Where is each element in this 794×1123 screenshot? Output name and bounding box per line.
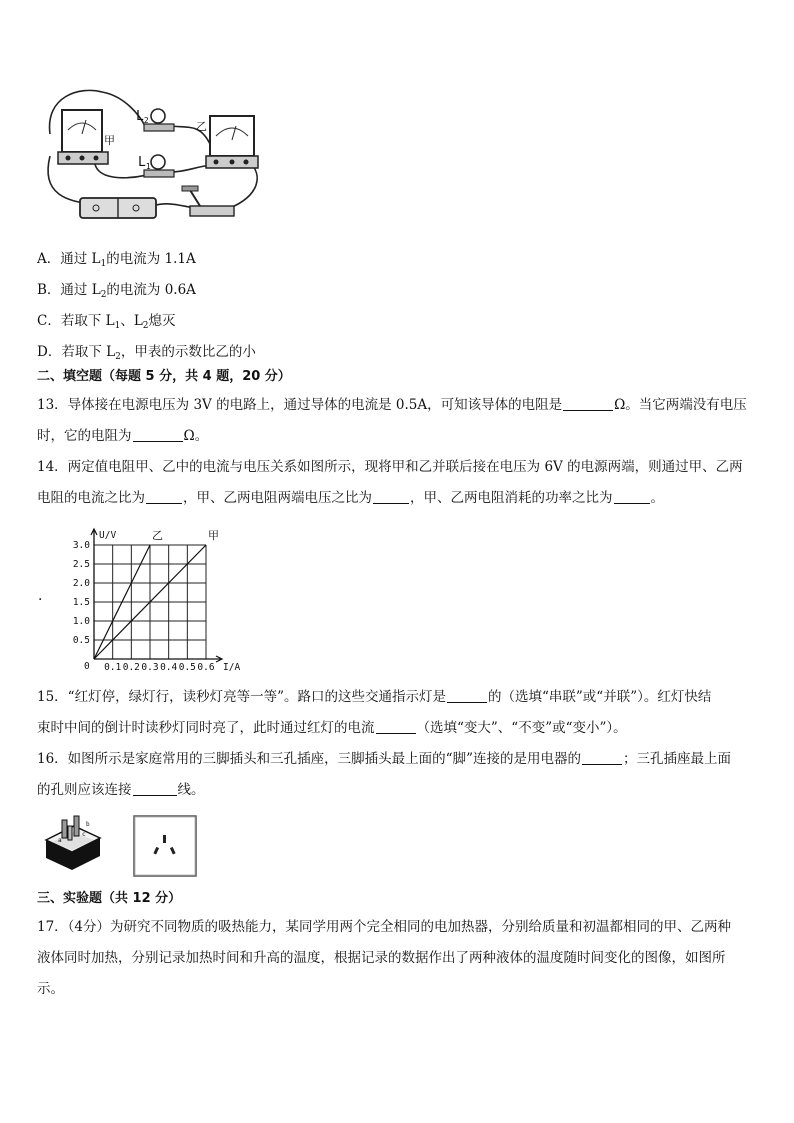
option-b: B．通过 $L_2$的电流为 0.6A [37, 282, 196, 300]
answer-blank[interactable] [146, 489, 182, 504]
y-tick-label: 0.5 [72, 635, 90, 646]
svg-text:c: c [82, 831, 86, 838]
label-l1: $L_1$ [138, 155, 151, 171]
question-17-line-1: 17．（4分）为研究不同物质的吸热能力，某同学用两个完全相同的电加热器，分别给质量和初温都相同的甲、乙两种 [37, 919, 732, 935]
question-16-line-1: 16．如图所示是家庭常用的三脚插头和三孔插座，三脚插头最上面的“脚”连接的是用电器的 ；三孔插座最上面 [37, 751, 731, 767]
answer-blank[interactable] [447, 688, 487, 703]
x-tick-label: 0.4 [160, 662, 178, 673]
answer-blank[interactable] [133, 781, 177, 796]
three-hole-socket-image [133, 815, 197, 877]
y-axis-label: U/V [99, 530, 117, 541]
svg-text:b: b [86, 821, 90, 828]
circuit-figure [40, 86, 276, 232]
three-pin-plug-image [40, 812, 106, 874]
ammeter-jia [58, 110, 108, 164]
question-17-line-2: 液体同时加热，分别记录加热时间和升高的温度，根据记录的数据作出了两种液体的温度随时间变化的图像，如图所 [37, 950, 726, 966]
answer-blank[interactable] [563, 396, 613, 411]
section-title-experiment: 三、实验题（共 12 分） [37, 891, 182, 906]
ammeter-yi [206, 116, 258, 168]
question-16-line-2: 的孔则应该连接 线。 [37, 782, 205, 798]
question-14-line-2: 电阻的电流之比为 ，甲、乙两电阻两端电压之比为 ，甲、乙两电阻消耗的功率之比为 。 [37, 490, 664, 506]
option-a: A．通过 $L_1$的电流为 1.1A [37, 251, 196, 269]
answer-blank[interactable] [133, 427, 183, 442]
section-title-fill-in: 二、填空题（每题 5 分，共 4 题，20 分） [37, 369, 291, 384]
y-tick-label: 1.0 [72, 616, 90, 627]
option-d: D．若取下 $L_2$，甲表的示数比乙的小 [37, 344, 256, 362]
question-13-line-2: 时，它的电阻为 Ω。 [37, 428, 209, 444]
answer-blank[interactable] [582, 750, 622, 765]
question-15-line-1: 15．“红灯停，绿灯行，读秒灯亮等一等”。路口的这些交通指示灯是 的（选填“串联”或“并联”）。红灯快结 [37, 689, 712, 705]
switch [182, 186, 234, 216]
series-label-yi: 乙 [152, 529, 163, 542]
x-axis-label: I/A [223, 662, 241, 673]
x-tick-label: 0.6 [197, 662, 215, 673]
label-l2: $L_2$ [136, 109, 149, 125]
option-c: C．若取下 $L_1$、$L_2$熄灭 [37, 313, 176, 331]
y-tick-label: 2.5 [72, 559, 90, 570]
answer-blank[interactable] [376, 719, 416, 734]
question-17-line-3: 示。 [37, 981, 64, 997]
x-tick-label: 0.3 [141, 662, 159, 673]
y-tick-label: 1.5 [72, 597, 90, 608]
origin-label: 0 [84, 661, 90, 672]
x-tick-label: 0.5 [178, 662, 196, 673]
x-tick-label: 0.1 [104, 662, 122, 673]
label-yi: 乙 [196, 120, 207, 133]
answer-blank[interactable] [614, 489, 650, 504]
y-tick-label: 3.0 [72, 540, 90, 551]
battery [80, 198, 156, 218]
x-tick-label: 0.2 [122, 662, 140, 673]
y-tick-label: 2.0 [72, 578, 90, 589]
question-13-line-1: 13．导体接在电源电压为 3V 的电路上，通过导体的电流是 0.5A，可知该导体的电阻是 Ω。当它两端没有电压 [37, 397, 747, 413]
ui-chart [60, 526, 260, 674]
question-14-line-1: 14．两定值电阻甲、乙中的电流与电压关系如图所示，现将甲和乙并联后接在电压为 6V 的电源两端，则通过甲、乙两 [37, 459, 743, 475]
answer-blank[interactable] [373, 489, 409, 504]
question-15-line-2: 束时中间的倒计时读秒灯同时亮了，此时通过红灯的电流 （选填“变大”、“不变”或“变小”）。 [37, 720, 627, 736]
svg-text:a: a [58, 837, 62, 844]
stray-dot: · [38, 592, 43, 608]
series-label-jia: 甲 [208, 529, 219, 542]
label-jia: 甲 [104, 134, 115, 147]
